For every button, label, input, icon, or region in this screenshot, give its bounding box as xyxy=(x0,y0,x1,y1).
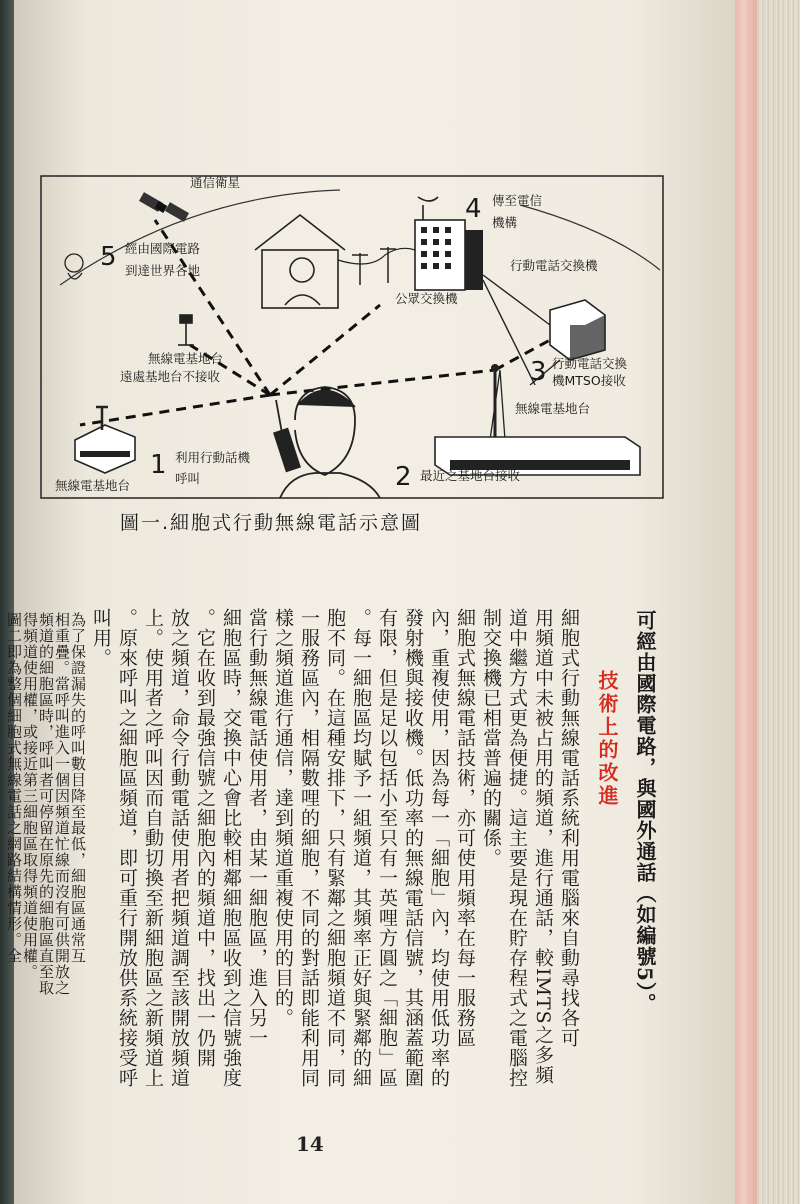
label-mobile-exchange: 行動電話交換機 xyxy=(510,258,598,273)
text-column-8: 有限，但是足以包括小至只有一英哩方圓之「細胞」區 xyxy=(376,608,398,1088)
number-1: 1 xyxy=(150,450,167,480)
text-column-24: 圖二即為整個細胞式無線電話之網路結構情形。全 xyxy=(5,612,23,964)
text-column-14: 細胞區時，交換中心會比較相鄰細胞區收到之信號強度 xyxy=(220,608,242,1088)
text-column-5: 細胞式無線電話技術，亦可使用頻率在每一服務區 xyxy=(454,608,476,1048)
text-column-7: 發射機與接收機。低功率的無線電話信號，其涵蓋範圍 xyxy=(402,608,424,1088)
figure-caption: 圖一.細胞式行動無線電話示意圖 xyxy=(120,512,423,534)
text-column-12: 樣之頻道進行通信，達到頻道重複使用的目的。 xyxy=(272,608,294,1028)
label-satellite: 通信衛星 xyxy=(190,175,241,190)
text-column-20: 為了保證漏失的呼叫數目降至最低，細胞區通常互 xyxy=(69,612,87,964)
satellite-icon xyxy=(139,192,189,222)
label-left-station: 無線電基地台 xyxy=(55,478,131,493)
text-column-15: 。它在收到最強信號之細胞內的頻道中，找出一仍開 xyxy=(194,608,216,1068)
label-step5-line1: 經由國際電路 xyxy=(125,241,201,256)
text-column-9: 。每一細胞區均賦予一組頻道，其頻率正好與緊鄰的細 xyxy=(350,608,372,1088)
text-column-22: 頻道的細胞區時，呼叫者可停留在原先的細胞區直至取 xyxy=(37,612,55,996)
text-column-16: 放之頻道，命令行動電話使用者把頻道調至該開放頻道 xyxy=(168,608,190,1088)
text-column-1: 細胞式行動無線電話系統利用電腦來自動尋找各可 xyxy=(558,608,580,1048)
cellular-network-diagram xyxy=(40,175,665,500)
label-step3-line2: 機MTSO接收 xyxy=(552,373,626,388)
label-step1-line2: 呼叫 xyxy=(175,471,201,486)
far-base-station-icon xyxy=(178,315,194,345)
label-step1-line1: 利用行動話機 xyxy=(175,450,251,465)
text-column-2: 用頻道中未被占用的頻道，進行通話，較IMTS之多頻 xyxy=(532,608,554,1085)
label-step3-line1: 行動電話交換 xyxy=(552,356,628,371)
text-column-21: 相重疊。當呼叫進入一個因頻道忙線而沒有可供開放之 xyxy=(53,612,71,996)
label-step4-line2: 機構 xyxy=(492,215,518,230)
man-with-mobile-phone-icon xyxy=(274,387,380,498)
text-column-0: 可經由國際電路，與國外通話（如編號5）。 xyxy=(633,610,657,1014)
text-column-11: 一服務區內，相隔數哩的細胞，不同的對話即能利用同 xyxy=(298,608,320,1088)
text-column-10: 胞不同。在這種安排下，只有緊鄰之細胞頻道不同，同 xyxy=(324,608,346,1088)
label-far-station-line2: 遠處基地台不接收 xyxy=(120,369,221,384)
mobile-exchange-building-icon xyxy=(550,300,605,360)
text-column-6: 內，重複使用，因為每一「細胞」內，均使用低功率的 xyxy=(428,608,450,1088)
text-column-13: 當行動無線電話使用者，由某一細胞區，進入另一 xyxy=(246,608,268,1048)
label-step4-line1: 傳至電信 xyxy=(492,193,543,208)
text-column-19: 叫用。 xyxy=(90,608,112,668)
number-2: 2 xyxy=(395,462,412,492)
text-column-4: 制交換機已相當普遍的關係。 xyxy=(480,608,502,868)
label-step5-line2: 到達世界各地 xyxy=(125,263,201,278)
page-edge-stack xyxy=(735,0,800,1204)
text-column-3: 道中繼方式更為便捷。這主要是現在貯存程式之電腦控 xyxy=(506,608,528,1088)
text-column-17: 上。使用者之呼叫因而自動切換至新細胞區之新頻道上 xyxy=(142,608,164,1088)
label-step2: 最近之基地台接收 xyxy=(420,468,521,483)
label-far-station-line1: 無線電基地台 xyxy=(148,351,224,366)
label-public-exchange: 公眾交換機 xyxy=(395,291,458,306)
number-3: 3 xyxy=(530,357,547,387)
phone-wire xyxy=(338,248,415,264)
page-number: 14 xyxy=(296,1132,324,1156)
number-4: 4 xyxy=(465,194,482,224)
number-5: 5 xyxy=(100,242,117,272)
house-icon xyxy=(255,215,345,308)
text-column-23: 得頻道使用權，或接近第三細胞區取得頻道使用權。 xyxy=(21,612,39,980)
label-base-station: 無線電基地台 xyxy=(515,401,591,416)
section-heading: 技術上的改進 xyxy=(595,670,619,808)
text-column-18: 。原來呼叫之細胞區頻道，即可重行開放供系統接受呼 xyxy=(116,608,138,1088)
